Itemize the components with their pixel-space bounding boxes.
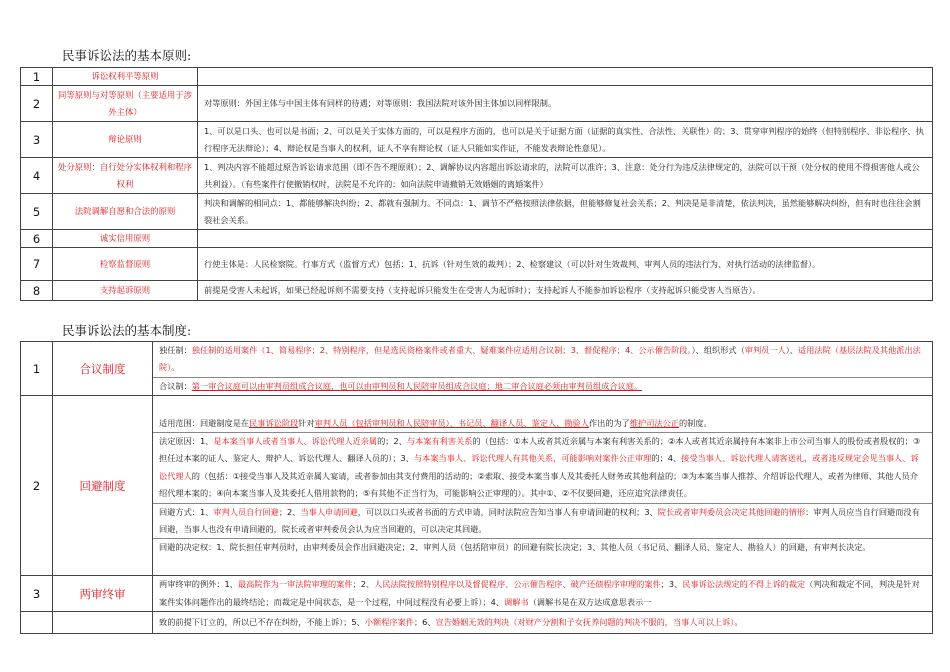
text-segment: 独任制的适用案件（1、简易程序；2、特别程序，但是选民资格案件或者重大、疑难案件应适用合议制；3、督促程序；4、公示催告阶段。 <box>191 345 692 355</box>
system-row <box>21 342 933 396</box>
row-number: 1 <box>21 68 53 86</box>
text-segment: ；2、 <box>352 579 375 590</box>
text-segment: ，可以以口头或者书面的方式申请，同时法院应告知当事人有申请回避的权利；3、 <box>357 506 658 517</box>
text-segment: 最高院作为一审法院审理的案件 <box>237 579 353 590</box>
text-segment: 适用范围：回避制度是在 <box>159 417 250 428</box>
principle-row <box>21 122 933 158</box>
text-segment: 人民法院按照特别程序以及督促程序、公示催告程序、破产还债程序审理的案件 <box>374 579 661 590</box>
text-segment: 针对 <box>298 417 315 428</box>
row-number: 8 <box>21 281 53 301</box>
principle-description: 1、判决内容不能超过原告诉讼请求范围（即不告不理原则）；2、调解协议内容超出诉讼请求的，法院可以准许；3、注意：处分行为违反法律规定的，法院可以干预（处分权的使用不得损害他人或公共利益）。（有些案件行使撤销权时，法院是不允许的：如向法院申请撤销无效婚姻的离婚案件） <box>198 158 933 194</box>
text-segment: 作出的为了 <box>588 417 630 428</box>
principle-row <box>21 194 933 230</box>
principle-name: 支持起诉原则 <box>53 281 198 301</box>
description-paragraph <box>153 614 932 631</box>
principle-name: 诚实信用原则 <box>53 230 198 248</box>
text-segment: 两审终审的例外：1、 <box>159 579 238 590</box>
principle-name: 法院调解自愿和合法的原则 <box>53 194 198 230</box>
text-segment: 小额程序案件 <box>364 616 414 627</box>
description-paragraph <box>153 415 932 432</box>
principle-name: 检察监督原则 <box>53 248 198 281</box>
text-segment: 合议制： <box>159 380 192 391</box>
principle-name: 诉讼权利平等原则 <box>53 68 198 86</box>
description-paragraph <box>153 342 932 377</box>
principle-description <box>198 230 933 248</box>
text-segment: ；2、 <box>278 506 301 517</box>
text-segment: ：审判人员应当自行回避而没有回避，当事人也没有申请回避的，院长或者审判委员会认为应当回避的，可以决定其回避。 <box>159 506 920 535</box>
row-number: 5 <box>21 194 53 230</box>
row-number: 7 <box>21 248 53 281</box>
text-segment: 。 <box>734 616 743 627</box>
system-description <box>153 576 933 612</box>
text-segment: 的（包括：①接受当事人及其近亲属人宴请，或者参加由其支付费用的活动的；②索取、接受本案当事人及其委托人财务或其他利益的；③为本案当事人推荐、介绍诉讼代理人，或者为律师、其他人员介绍代理本案的；④向本案当事人及其委托人借用款物的；⑤有其他不正当行为，可能影响公正审理的）。其中①、②不仅要回避，还应追究法律责任。 <box>159 470 918 499</box>
text-segment: 民事诉讼法规定的不得上诉的裁定 <box>682 579 806 590</box>
row-number: 3 <box>21 122 53 158</box>
section2-heading: 民事诉讼法的基本制度: <box>62 323 192 338</box>
text-segment: 回避方式：1、 <box>159 506 214 517</box>
principle-row <box>21 68 933 86</box>
text-segment: 法定原因：1、 <box>159 436 214 446</box>
principles-table <box>20 67 933 301</box>
text-segment: 审判人员（包括审判员和人民陪审员）、书记员、翻译人员、鉴定人、勘验人 <box>314 417 589 428</box>
text-segment: （调解书是在双方达成意思表示一 <box>528 596 652 607</box>
system-description <box>153 342 933 396</box>
text-segment: 独任制： <box>159 345 192 355</box>
row-number: 3 <box>21 576 53 612</box>
text-segment: 当事人申请回避 <box>300 506 358 517</box>
principle-row <box>21 281 933 301</box>
description-paragraph <box>153 432 932 503</box>
principle-description: 行使主体是：人民检察院。行事方式（监督方式）包括：1、抗诉（针对生效的裁判）；2、检察建议（可以针对生效裁判、审判人员的违法行为、对执行活动的法律监督）。 <box>198 248 933 281</box>
system-description <box>153 612 933 634</box>
principle-description: 前提是受害人未起诉，如果已经起诉则不需要支持（支持起诉只能发生在受害人为起诉时）；支持起诉人不能参加诉讼程序（支持起诉只能受害人当原告）。 <box>198 281 933 301</box>
principle-description <box>198 68 933 86</box>
system-name <box>53 612 153 634</box>
systems-table <box>20 341 933 634</box>
principle-description: 1、可以是口头、也可以是书面；2、可以是关于实体方面的，可以是程序方面的，也可以是关于证据方面（证据的真实性、合法性、关联性）的；3、贯穿审判程序的始终（但特别程序、非讼程序、执行程序无法辩论）；4、辩论权是当事人的权利，证人不享有辩论权（证人只能如实作证，不能发表辩论性意见）。 <box>198 122 933 158</box>
text-segment: 调解书 <box>504 596 529 607</box>
row-number: 2 <box>21 86 53 122</box>
text-segment: 维护司法公正 <box>629 417 679 428</box>
text-segment: 第一审合议庭可以由审判员组成合议庭，也可以由审判员和人民陪审员组成合议庭；地二审合议庭必须由审判员组成合议庭。 <box>191 380 643 391</box>
text-segment: 致的前提下订立的，所以已不存在纠纷，不能上诉）；5、 <box>159 616 365 627</box>
text-segment: 审判员一人 <box>744 345 786 355</box>
principle-row <box>21 86 933 122</box>
text-segment: 的（包括：①本人或者其近亲属与本案有利害关系的；②本人或者其近亲属持有本案非上市公司当事人的股份或者股权的；③担任过本案的证人、鉴定人、辩护人、诉讼代理人、翻译人员的）；3、 <box>159 436 921 464</box>
principle-name: 同等原则与对等原则（主要适用于涉外主体） <box>53 86 198 122</box>
text-segment: 的；2、 <box>377 436 407 446</box>
text-segment: 与本案当事人、诉讼代理人有其他关系，可能影响对案件公正审理 <box>413 453 652 464</box>
text-segment: （判决和裁定不同，判决是针对案件实体问题作出的最终结论；而裁定是中间状态，是一个过程，中间过程没有必要上诉）；4、 <box>159 579 920 607</box>
text-segment: 适用法院（基层法院及其他派出法院） <box>159 345 921 373</box>
row-number <box>21 612 53 634</box>
system-description <box>153 396 933 576</box>
description-paragraph <box>153 377 932 395</box>
text-segment: 回避的决定权：1、院长担任审判员时，由审判委员会作出回避决定；2、审判人员（包括陪审员）的回避有院长决定；3、其他人员（书记员、翻译人员、鉴定人、勘验人）的回避，有审判长决定。 <box>159 542 871 553</box>
system-row <box>21 576 933 612</box>
text-segment: 审判人员自行回避 <box>213 506 279 517</box>
principle-description: 对等原则：外国主体与中国主体有同样的待遇；对等原则：我国法院对该外国主体加以同样限制。 <box>198 86 933 122</box>
row-number: 4 <box>21 158 53 194</box>
system-name: 合议制度 <box>53 342 153 396</box>
description-paragraph <box>153 576 932 611</box>
principle-description: 判决和调解的相同点：1、都能够解决纠纷；2、都就有强制力。不同点：1、调节不严格按照法律依据，但能够修复社会关系；2、判决是是非清楚，依法判决，虽然能够解决纠纷，但有时也往往会割裂社会关系。 <box>198 194 933 230</box>
system-name: 两审终审 <box>53 576 153 612</box>
row-number: 1 <box>21 342 53 396</box>
system-name: 回避制度 <box>53 396 153 576</box>
text-segment: ；3、 <box>660 579 683 590</box>
text-segment: 是本案当事人或者当事人、诉讼代理人近亲属 <box>213 436 378 446</box>
text-segment: 。 <box>171 362 180 373</box>
principle-name: 辩论原则 <box>53 122 198 158</box>
principle-row <box>21 248 933 281</box>
principle-name: 处分原则：自行处分实体权利和程序权利 <box>53 158 198 194</box>
system-row <box>21 612 933 634</box>
system-row <box>21 396 933 576</box>
text-segment: 接受当事人、诉讼代理人请客送礼，或者违反规定会见当事人、诉讼代理人 <box>159 453 919 481</box>
principle-row <box>21 158 933 194</box>
text-segment: 的；4、 <box>651 453 682 464</box>
text-segment: 宣告婚姻无效的判决（对财产分割和子女抚养问题的判决不服的，当事人可以上诉） <box>435 616 735 627</box>
text-segment: ）、组织形式（ <box>691 345 745 355</box>
text-segment: 的制度。 <box>678 417 712 428</box>
principle-row <box>21 230 933 248</box>
row-number: 6 <box>21 230 53 248</box>
text-segment: 院长或者审判委员会决定其他回避的情形 <box>657 506 806 517</box>
text-segment: 民事诉讼阶段 <box>249 417 299 428</box>
section1-heading: 民事诉讼法的基本原则: <box>62 48 192 63</box>
row-number: 2 <box>21 396 53 576</box>
description-paragraph <box>153 538 932 556</box>
text-segment: ）、 <box>785 345 799 355</box>
text-segment: ；6、 <box>413 616 436 627</box>
text-segment: 与本案有利害关系 <box>406 436 473 446</box>
description-paragraph <box>153 503 932 539</box>
